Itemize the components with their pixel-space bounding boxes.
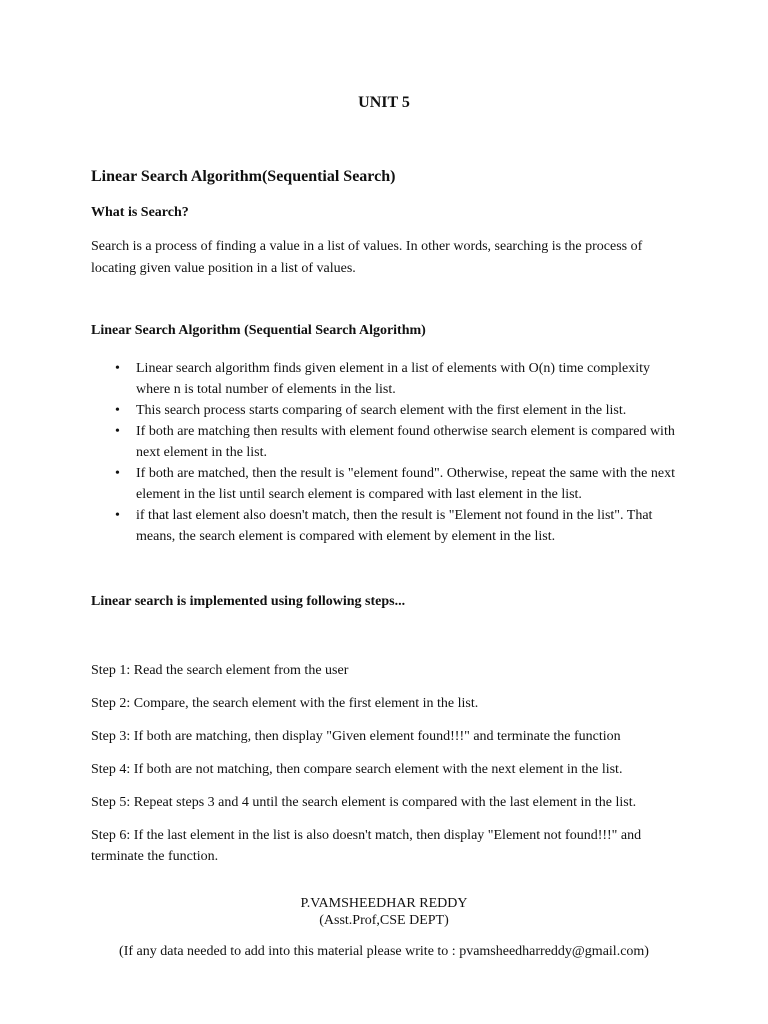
section-title: Linear Search Algorithm(Sequential Search) bbox=[91, 168, 396, 185]
subsection-title: Linear Search Algorithm (Sequential Search Algorithm) bbox=[91, 323, 426, 338]
list-item-text: If both are matched, then the result is "element found". Otherwise, repeat the same with the next element in the list until search element is compared with last element in the list. bbox=[136, 466, 675, 502]
steps-heading: Linear search is implemented using following steps... bbox=[91, 594, 406, 609]
step-item: Step 3: If both are matching, then display "Given element found!!!" and terminate the function bbox=[91, 729, 621, 744]
unit-title: UNIT 5 bbox=[358, 94, 410, 111]
bullet-icon: • bbox=[115, 424, 120, 439]
step-item: Step 4: If both are not matching, then compare search element with the next element in the list. bbox=[91, 762, 623, 777]
bullet-icon: • bbox=[115, 403, 120, 418]
bullet-icon: • bbox=[115, 508, 120, 523]
what-is-search-heading: What is Search? bbox=[91, 205, 189, 220]
intro-paragraph: Search is a process of finding a value in a list of values. In other words, searching is the process of locating given value position in a list of values. bbox=[91, 239, 643, 276]
bullet-icon: • bbox=[115, 466, 120, 481]
author-name: P.VAMSHEEDHAR REDDY bbox=[300, 896, 468, 911]
list-item-text: If both are matching then results with element found otherwise search element is compared with next element in the list. bbox=[136, 424, 675, 460]
list-item bbox=[91, 358, 681, 400]
step-item: Step 2: Compare, the search element with the first element in the list. bbox=[91, 696, 479, 711]
author-block bbox=[0, 895, 768, 929]
contact-note: (If any data needed to add into this material please write to : pvamsheedharreddy@gmail.com) bbox=[119, 944, 649, 959]
list-item bbox=[91, 400, 681, 421]
step-item: Step 1: Read the search element from the user bbox=[91, 663, 349, 678]
bullet-list bbox=[91, 358, 681, 547]
list-item bbox=[91, 421, 681, 463]
author-title: (Asst.Prof,CSE DEPT) bbox=[319, 913, 449, 928]
list-item-text: Linear search algorithm finds given element in a list of elements with O(n) time complexity where n is total number of elements in the list. bbox=[136, 361, 650, 397]
list-item bbox=[91, 463, 681, 505]
steps-list bbox=[91, 660, 691, 879]
step-item: Step 5: Repeat steps 3 and 4 until the search element is compared with the last element in the list. bbox=[91, 795, 637, 810]
list-item-text: This search process starts comparing of search element with the first element in the list. bbox=[136, 403, 627, 418]
step-item: Step 6: If the last element in the list is also doesn't match, then display "Element not found!!!" and terminate the function. bbox=[91, 828, 642, 864]
list-item-text: if that last element also doesn't match, then the result is "Element not found in the list". That means, the search element is compared with element by element in the list. bbox=[136, 508, 653, 544]
list-item bbox=[91, 505, 681, 547]
bullet-icon: • bbox=[115, 361, 120, 376]
